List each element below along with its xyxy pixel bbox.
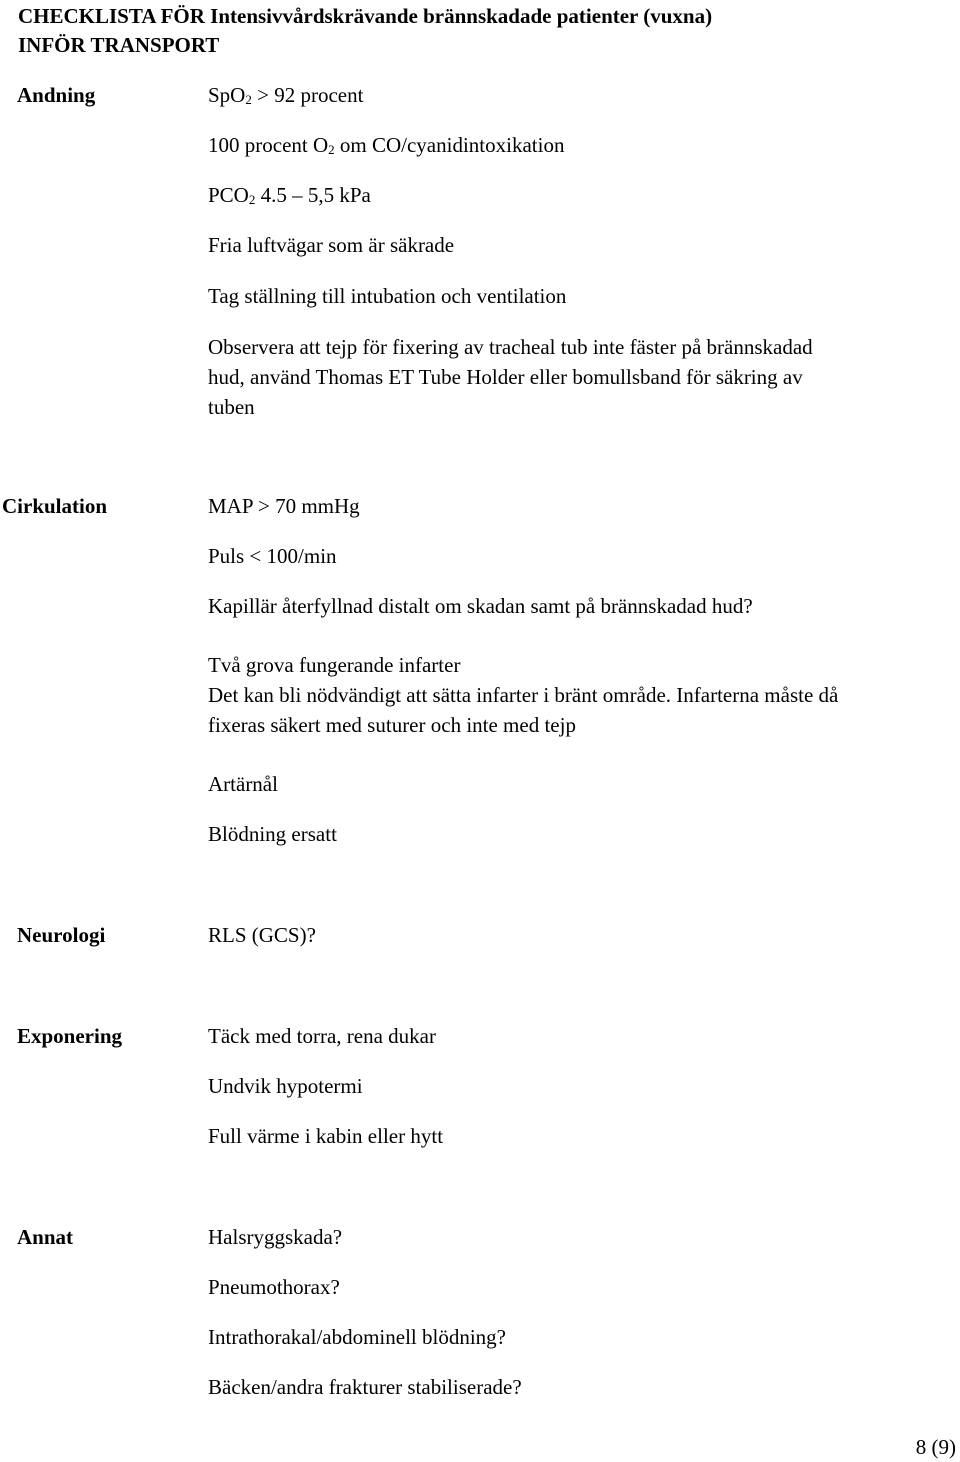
- andning-fixation-line-3: tuben: [208, 395, 255, 419]
- section-label-annat: Annat: [17, 1225, 74, 1249]
- document-title-line-1: CHECKLISTA FÖR Intensivvårdskrävande brännskadade patienter (vuxna): [18, 4, 713, 28]
- annat-item-blodning: Intrathorakal/abdominell blödning?: [208, 1325, 506, 1349]
- andning-spo2-suffix: > 92 procent: [251, 83, 364, 107]
- section-label-exponering: Exponering: [17, 1024, 123, 1048]
- section-label-neurologi: Neurologi: [17, 923, 106, 947]
- exponering-item-varme: Full värme i kabin eller hytt: [208, 1124, 444, 1148]
- cirkulation-infarter-line-3: fixeras säkert med suturer och inte med tejp: [208, 713, 576, 737]
- exponering-item-hypotermi: Undvik hypotermi: [208, 1074, 363, 1098]
- page-number: 8 (9): [915, 1435, 956, 1459]
- andning-item-intubation: Tag ställning till intubation och ventilation: [208, 284, 567, 308]
- cirkulation-item-kapillar: Kapillär återfyllnad distalt om skadan samt på brännskadad hud?: [208, 594, 753, 618]
- andning-spo2: [208, 80, 956, 113]
- andning-pco2: [208, 180, 956, 213]
- section-label-andning: Andning: [17, 83, 96, 107]
- andning-o2-subscript: 2: [328, 142, 335, 157]
- neurologi-item-rls: RLS (GCS)?: [208, 923, 316, 947]
- annat-item-frakturer: Bäcken/andra frakturer stabiliserade?: [208, 1375, 522, 1399]
- andning-o2-prefix: 100 procent O: [208, 133, 329, 157]
- cirkulation-item-puls: Puls < 100/min: [208, 544, 337, 568]
- andning-pco2-prefix: PCO: [208, 183, 249, 207]
- andning-spo2-prefix: SpO: [208, 83, 246, 107]
- andning-spo2-subscript: 2: [245, 92, 252, 107]
- andning-fixation-line-1: Observera att tejp för fixering av tracheal tub inte fäster på brännskadad: [208, 335, 813, 359]
- andning-pco2-suffix: 4.5 – 5,5 kPa: [255, 183, 371, 207]
- andning-o2-suffix: om CO/cyanidintoxikation: [334, 133, 565, 157]
- cirkulation-item-infarter: [208, 650, 956, 740]
- cirkulation-item-blodning: Blödning ersatt: [208, 822, 337, 846]
- andning-o2: [208, 130, 956, 163]
- document-title: [18, 2, 712, 60]
- andning-pco2-subscript: 2: [248, 192, 256, 207]
- cirkulation-item-map: MAP > 70 mmHg: [208, 494, 360, 518]
- andning-item-fixation-note: [208, 332, 956, 422]
- document-title-line-2: INFÖR TRANSPORT: [18, 33, 220, 57]
- annat-item-pneumothorax: Pneumothorax?: [208, 1275, 340, 1299]
- andning-item-airways: Fria luftvägar som är säkrade: [208, 233, 455, 257]
- cirkulation-infarter-line-2: Det kan bli nödvändigt att sätta infarter i bränt område. Infarterna måste då: [208, 683, 839, 707]
- andning-fixation-line-2: hud, använd Thomas ET Tube Holder eller bomullsband för säkring av: [208, 365, 803, 389]
- annat-item-halsrygg: Halsryggskada?: [208, 1225, 343, 1249]
- exponering-item-dukar: Täck med torra, rena dukar: [208, 1024, 436, 1048]
- cirkulation-infarter-line-1: Två grova fungerande infarter: [208, 653, 461, 677]
- cirkulation-item-artarnal: Artärnål: [208, 772, 278, 796]
- section-label-cirkulation: Cirkulation: [2, 494, 108, 518]
